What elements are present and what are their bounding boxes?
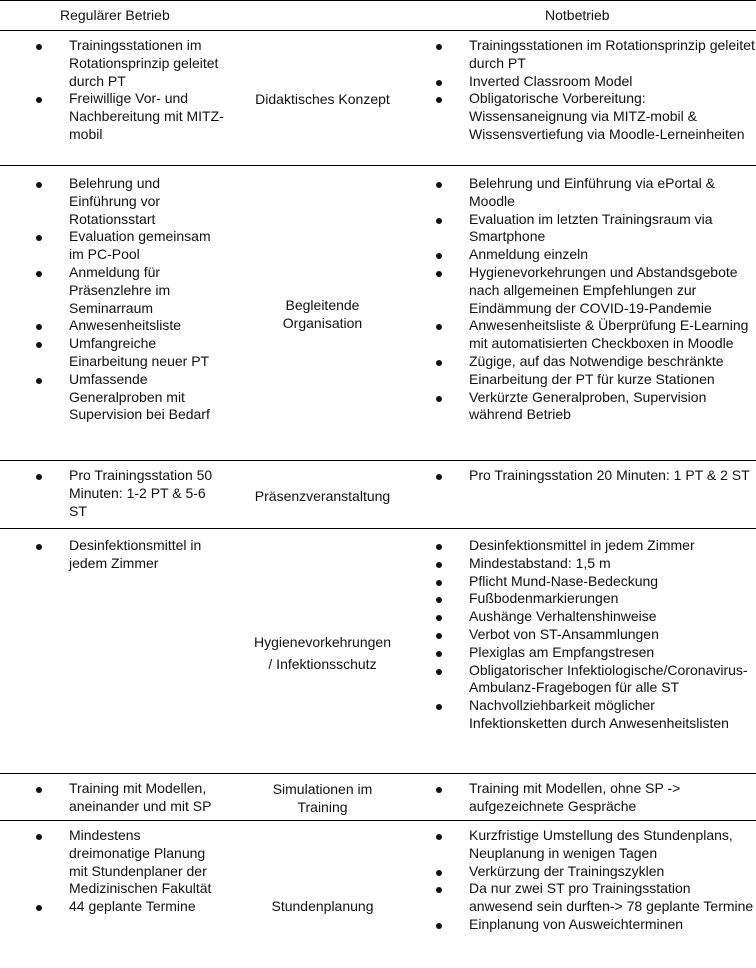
row-divider [0, 0, 756, 1]
bullet-icon [36, 44, 42, 50]
list-item [400, 880, 756, 916]
bullet-icon [36, 324, 42, 330]
list-item [400, 555, 756, 573]
list-item-text: Trainingsstationen im Rotationsprinzip geleitet durch PT [69, 37, 219, 89]
bullet-icon [436, 271, 442, 277]
bullet-icon [36, 182, 42, 188]
row-divider [0, 528, 756, 529]
list-item-text: 44 geplante Termine [69, 898, 196, 915]
category-label-line: Begleitende [285, 297, 360, 313]
emergency-bullet-list [400, 37, 756, 144]
list-item-text: Mindestabstand: 1,5 m [469, 554, 611, 571]
list-item [400, 175, 756, 211]
list-item-text: Training mit Modellen, aneinander und mit SP [69, 780, 212, 814]
bullet-icon [436, 218, 442, 224]
list-item [0, 827, 225, 898]
row-divider [0, 820, 756, 821]
list-item-text: Aushänge Verhaltenshinweise [469, 608, 657, 625]
category-label [235, 631, 410, 675]
bullet-icon [436, 633, 442, 639]
list-item-text: Da nur zwei ST pro Trainingsstation anwesend sein durften-> 78 geplante Termine [469, 880, 754, 915]
list-item [0, 898, 225, 916]
row-divider [0, 773, 756, 774]
bullet-icon [436, 474, 442, 480]
bullet-icon [436, 615, 442, 621]
list-item-text: Belehrung und Einführung via ePortal & Moodle [469, 175, 715, 209]
category-label [235, 90, 410, 108]
bullet-icon [436, 182, 442, 188]
bullet-icon [436, 396, 442, 402]
category-label [235, 296, 410, 332]
bullet-icon [436, 44, 442, 50]
regular-bullet-list [0, 37, 225, 144]
list-item-text: Desinfektionsmittel in jedem Zimmer [469, 537, 695, 553]
bullet-icon [36, 834, 42, 840]
list-item [0, 371, 225, 424]
list-item [400, 626, 756, 644]
list-item-text: Kurzfristige Umstellung des Stundenplans, Neuplanung in wenigen Tagen [469, 827, 733, 861]
list-item-text: Verkürzung der Trainingszyklen [469, 862, 665, 879]
category-label-line: Simulationen im [272, 781, 373, 797]
list-item [400, 827, 756, 863]
bullet-icon [36, 342, 42, 348]
list-item-text: Obligatorische Vorbereitung: Wissensaneignung via MITZ-mobil & Wissensvertiefung via Moodle-Lerneinheiten [469, 90, 745, 142]
list-item-text: Einplanung von Ausweichterminen [469, 915, 684, 932]
category-label-line: Didaktisches Konzept [255, 91, 390, 107]
bullet-icon [436, 253, 442, 259]
bullet-icon [36, 235, 42, 241]
list-item [400, 644, 756, 662]
regular-bullet-list [0, 827, 225, 916]
list-item-text: Zügige, auf das Notwendige beschränkte Einarbeitung der PT für kurze Stationen [469, 352, 724, 387]
bullet-icon [36, 474, 42, 480]
bullet-icon [436, 580, 442, 586]
list-item-text: Verbot von ST-Ansammlungen [469, 625, 659, 642]
category-label [235, 780, 410, 816]
list-item [400, 573, 756, 591]
emergency-bullet-list [400, 780, 756, 816]
list-item [400, 608, 756, 626]
bullet-icon [436, 324, 442, 330]
list-item [0, 228, 225, 264]
list-item-text: Pro Trainingsstation 20 Minuten: 1 PT & 2 ST [469, 467, 750, 483]
category-label-line: Präsenzveranstaltung [254, 488, 391, 504]
list-item [400, 211, 756, 247]
list-item-text: Trainingsstationen im Rotationsprinzip geleitet durch PT [469, 37, 755, 71]
list-item-text: Evaluation im letzten Trainingsraum via Smartphone [469, 210, 713, 245]
list-item [400, 317, 756, 353]
header-regular-operation: Regulärer Betrieb [60, 7, 170, 23]
list-item [400, 246, 756, 264]
list-item [400, 389, 756, 425]
list-item [400, 37, 756, 73]
bullet-icon [436, 651, 442, 657]
category-label-line: Hygienevorkehrungen [254, 634, 391, 650]
bullet-icon [36, 378, 42, 384]
bullet-icon [436, 787, 442, 793]
bullet-icon [36, 271, 42, 277]
list-item [400, 90, 756, 143]
regular-bullet-list [0, 780, 225, 816]
list-item [400, 662, 756, 698]
bullet-icon [436, 834, 442, 840]
list-item [0, 175, 225, 228]
bullet-icon [436, 80, 442, 86]
list-item [0, 317, 225, 335]
list-item-text: Mindestens dreimonatige Planung mit Stundenplaner der Medizinischen Fakultät [69, 827, 212, 897]
list-item [0, 335, 225, 371]
emergency-bullet-list [400, 467, 756, 485]
list-item-text: Verkürzte Generalproben, Supervision während Betrieb [469, 388, 707, 423]
list-item-text: Inverted Classroom Model [469, 72, 633, 89]
list-item-text: Evaluation gemeinsam im PC-Pool [69, 228, 211, 263]
list-item [400, 590, 756, 608]
list-item [0, 467, 225, 520]
category-label-line: Organisation [282, 315, 363, 331]
list-item [400, 916, 756, 934]
list-item-text: Freiwillige Vor- und Nachbereitung mit MITZ-mobil [69, 90, 224, 142]
emergency-bullet-list [400, 537, 756, 733]
list-item-text: Pflicht Mund-Nase-Bedeckung [469, 572, 659, 589]
list-item [400, 537, 756, 555]
list-item [0, 37, 225, 90]
list-item [0, 264, 225, 317]
bullet-icon [436, 870, 442, 876]
category-label-line: / Infektionsschutz [268, 656, 377, 672]
bullet-icon [36, 97, 42, 103]
list-item-text: Obligatorischer Infektiologische/Coronavirus-Ambulanz-Fragebogen für alle ST [469, 661, 748, 696]
category-label-line: Training [297, 799, 348, 815]
bullet-icon [436, 704, 442, 710]
list-item [400, 863, 756, 881]
category-label [235, 487, 410, 505]
category-label [235, 897, 410, 915]
bullet-icon [36, 787, 42, 793]
row-divider [0, 165, 756, 166]
bullet-icon [436, 562, 442, 568]
emergency-bullet-list [400, 175, 756, 424]
list-item-text: Training mit Modellen, ohne SP -> aufgezeichnete Gespräche [469, 780, 681, 814]
list-item-text: Desinfektionsmittel in jedem Zimmer [69, 537, 202, 571]
list-item [0, 90, 225, 143]
bullet-icon [436, 597, 442, 603]
bullet-icon [436, 887, 442, 893]
list-item [400, 780, 756, 816]
list-item [0, 537, 225, 573]
bullet-icon [436, 360, 442, 366]
bullet-icon [436, 544, 442, 550]
list-item-text: Pro Trainingsstation 50 Minuten: 1-2 PT & 5-6 ST [69, 467, 213, 519]
list-item-text: Fußbodenmarkierungen [469, 590, 619, 607]
list-item-text: Umfassende Generalproben mit Supervision bei Bedarf [69, 370, 210, 423]
list-item-text: Anmeldung für Präsenzlehre im Seminarraum [69, 263, 171, 316]
list-item [400, 697, 756, 733]
list-item-text: Anwesenheitsliste [69, 317, 182, 334]
list-item [0, 780, 225, 816]
regular-bullet-list [0, 175, 225, 424]
list-item [400, 467, 756, 485]
list-item [400, 353, 756, 389]
list-item [400, 73, 756, 91]
list-item-text: Nachvollziehbarkeit möglicher Infektionsketten durch Anwesenheitslisten [469, 697, 729, 731]
list-item-text: Umfangreiche Einarbeitung neuer PT [69, 335, 210, 369]
list-item-text: Belehrung und Einführung vor Rotationsstart [69, 175, 161, 227]
bullet-icon [436, 97, 442, 103]
regular-bullet-list [0, 467, 225, 520]
bullet-icon [436, 923, 442, 929]
regular-bullet-list [0, 537, 225, 573]
row-divider [0, 460, 756, 461]
bullet-icon [36, 544, 42, 550]
row-divider [0, 30, 756, 31]
category-label-line: Stundenplanung [271, 898, 374, 914]
bullet-icon [436, 669, 442, 675]
list-item-text: Anwesenheitsliste & Überprüfung E-Learning mit automatisierten Checkboxen in Moodle [469, 317, 749, 352]
list-item-text: Hygienevorkehrungen und Abstandsgebote nach allgemeinen Empfehlungen zur Eindämmung der COVID-19-Pandemie [469, 263, 738, 316]
header-emergency-operation: Notbetrieb [545, 7, 610, 23]
emergency-bullet-list [400, 827, 756, 934]
list-item-text: Anmeldung einzeln [469, 246, 589, 263]
list-item [400, 264, 756, 317]
list-item-text: Plexiglas am Empfangstresen [469, 643, 655, 660]
bullet-icon [36, 905, 42, 911]
